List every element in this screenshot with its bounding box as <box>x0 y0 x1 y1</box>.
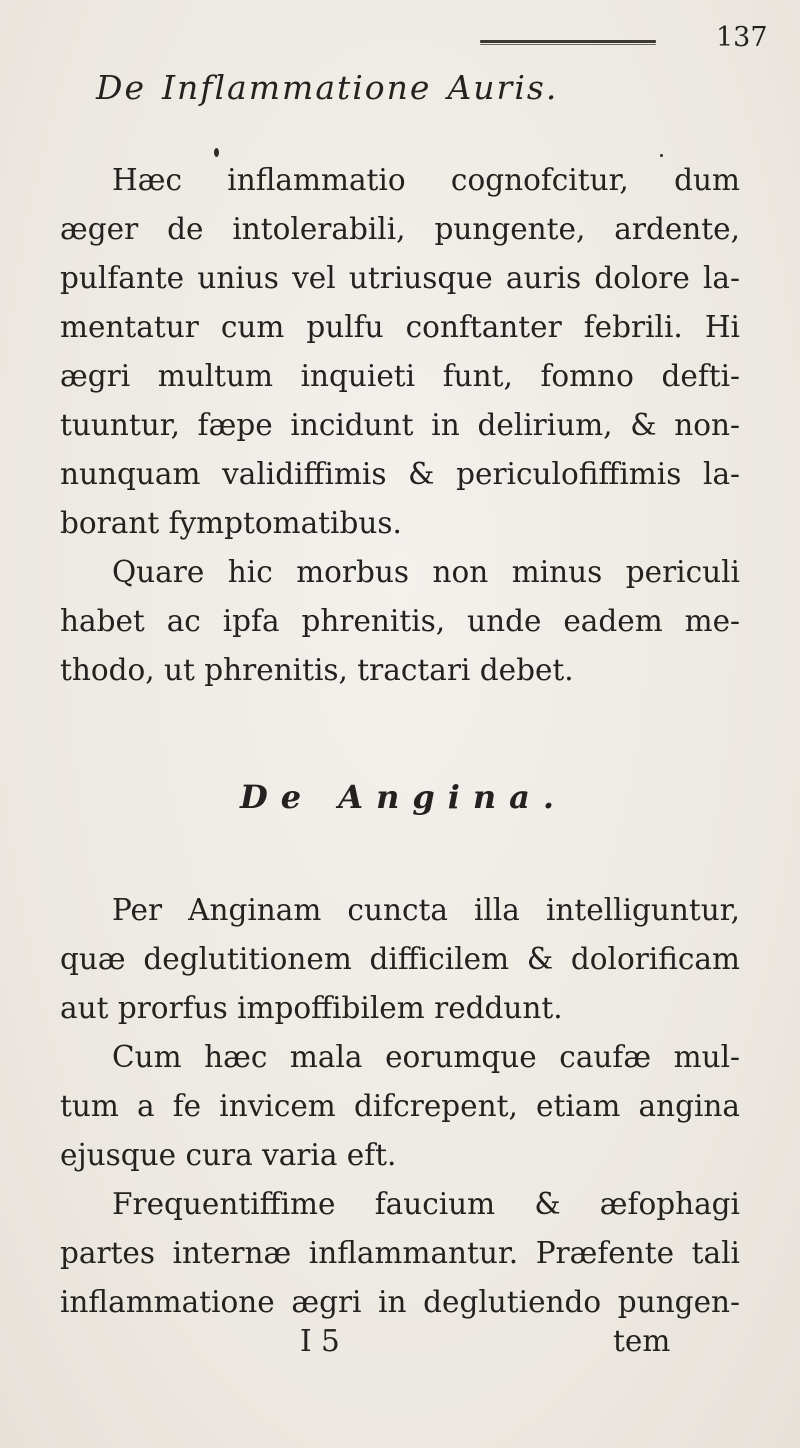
text-line: Per Anginam cuncta illa intelliguntur, <box>112 893 740 927</box>
page-number: 137 <box>716 22 768 53</box>
section-heading: De Angina. <box>240 778 568 816</box>
running-title <box>96 68 558 107</box>
running-title-main: Inflammatione <box>162 68 432 107</box>
text-line: borant fymptomatibus. <box>60 506 402 540</box>
text-line: quæ deglutitionem difficilem & dolorificam <box>60 942 740 976</box>
text-line: Quare hic morbus non minus periculi <box>112 555 740 589</box>
text-line: Hæc inflammatio cognofcitur, dum <box>112 163 740 197</box>
text-line: æger de intolerabili, pungente, ardente, <box>60 212 740 246</box>
ink-speck <box>660 154 663 157</box>
text-line: mentatur cum pulfu conftanter febrili. Hi <box>60 310 740 344</box>
ink-speck <box>214 148 219 157</box>
text-line: ejusque cura varia eft. <box>60 1138 397 1172</box>
text-line: tum a fe invicem difcrepent, etiam angina <box>60 1089 740 1123</box>
text-line: thodo, ut phrenitis, tractari debet. <box>60 653 574 687</box>
running-title-word: Auris. <box>447 68 559 107</box>
text-line: inflammatione ægri in deglutiendo pungen- <box>60 1285 740 1319</box>
text-line: habet ac ipfa phrenitis, unde eadem me- <box>60 604 740 638</box>
text-line: Cum hæc mala eorumque caufæ mul- <box>112 1040 740 1074</box>
header-rule <box>480 40 656 43</box>
running-title-prefix: De <box>96 68 146 107</box>
text-line: partes internæ inflammantur. Præfente tali <box>60 1236 740 1270</box>
signature-mark: I 5 <box>300 1324 340 1358</box>
text-line: aut prorfus impoffibilem reddunt. <box>60 991 563 1025</box>
header-rule-shadow <box>480 44 656 45</box>
text-line: Frequentiffime faucium & æfophagi <box>112 1187 740 1221</box>
text-line: ægri multum inquieti funt, fomno defti- <box>60 359 740 393</box>
text-line: pulfante unius vel utriusque auris dolore la- <box>60 261 740 295</box>
text-line: tuuntur, fæpe incidunt in delirium, & non- <box>60 408 740 442</box>
catchword: tem <box>613 1324 671 1358</box>
text-line: nunquam validiffimis & periculofiffimis la- <box>60 457 740 491</box>
